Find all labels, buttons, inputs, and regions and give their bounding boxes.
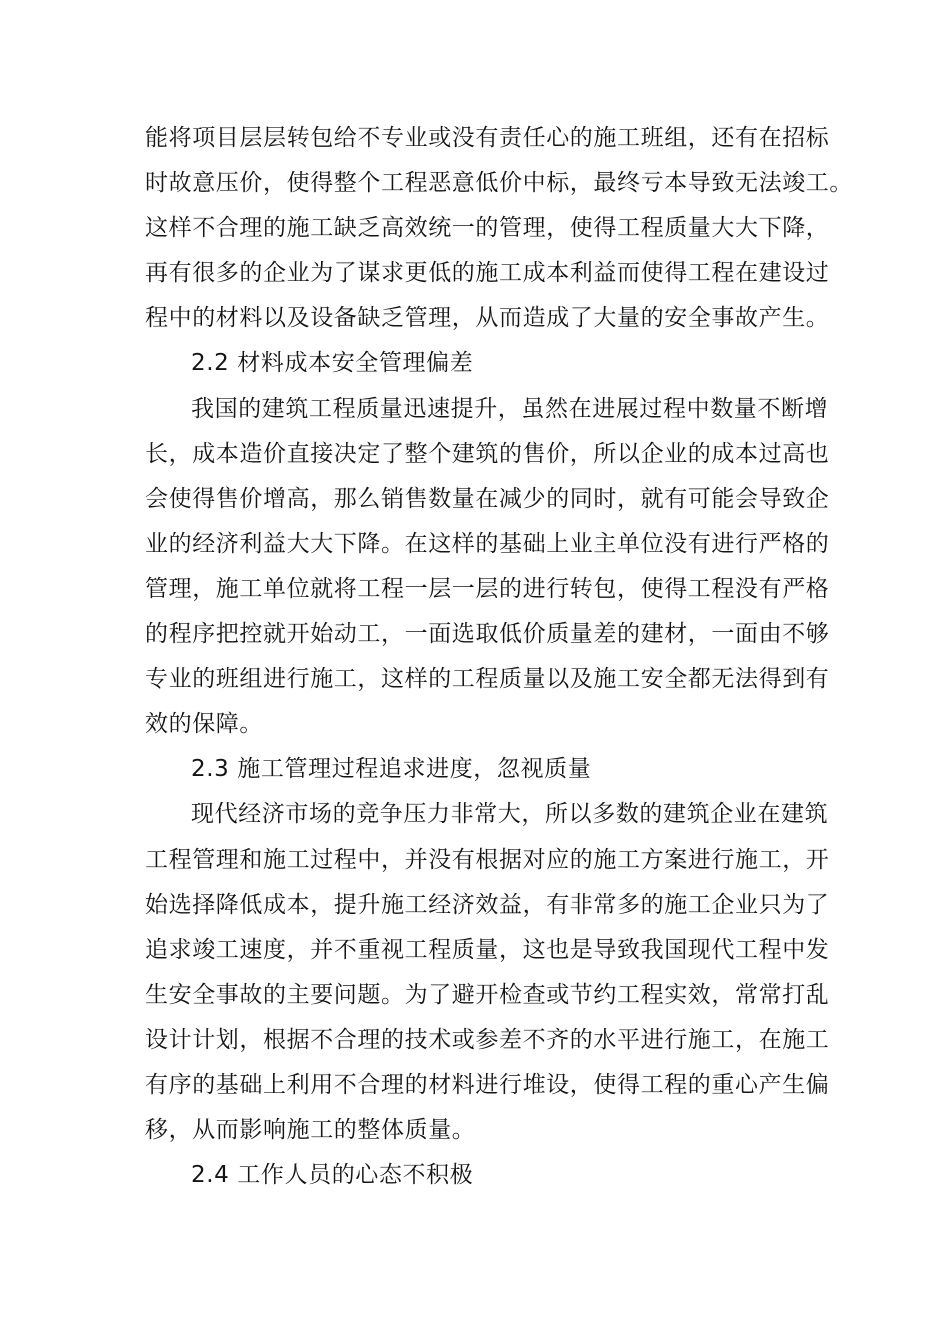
paragraph-line: 始选择降低成本，提升施工经济效益，有非常多的施工企业只为了 [145, 891, 830, 918]
paragraph-line: 管理，施工单位就将工程一层一层的进行转包，使得工程没有严格 [145, 575, 830, 602]
paragraph-line: 再有很多的企业为了谋求更低的施工成本利益而使得工程在建设过 [145, 260, 830, 287]
section-heading-2-3: 2.3 施工管理过程追求进度，忽视质量 [191, 756, 592, 783]
paragraph-line: 会使得售价增高，那么销售数量在减少的同时，就有可能会导致企 [145, 485, 830, 512]
section-heading-2-2: 2.2 材料成本安全管理偏差 [191, 350, 474, 377]
document-body [145, 116, 853, 1198]
section-heading-2-4: 2.4 工作人员的心态不积极 [191, 1162, 474, 1189]
paragraph-line: 生安全事故的主要问题。为了避开检查或节约工程实效，常常打乱 [145, 981, 830, 1008]
paragraph-line: 业的经济利益大大下降。在这样的基础上业主单位没有进行严格的 [145, 530, 830, 557]
paragraph-line: 能将项目层层转包给不专业或没有责任心的施工班组，还有在招标 [145, 125, 830, 151]
paragraph-line: 现代经济市场的竞争压力非常大，所以多数的建筑企业在建筑 [191, 801, 829, 828]
paragraph-line: 效的保障。 [145, 711, 263, 738]
paragraph-line: 长，成本造价直接决定了整个建筑的售价，所以企业的成本过高也 [145, 440, 830, 467]
paragraph-line: 时故意压价，使得整个工程恶意低价中标，最终亏本导致无法竣工。 [145, 170, 853, 197]
paragraph-line: 有序的基础上利用不合理的材料进行堆设，使得工程的重心产生偏 [145, 1071, 830, 1098]
paragraph-line: 设计计划，根据不合理的技术或参差不齐的水平进行施工，在施工 [145, 1026, 830, 1053]
paragraph-line: 移，从而影响施工的整体质量。 [145, 1117, 476, 1144]
paragraph-line: 追求竣工速度，并不重视工程质量，这也是导致我国现代工程中发 [145, 936, 830, 963]
paragraph-line: 我国的建筑工程质量迅速提升，虽然在进展过程中数量不断增 [191, 395, 829, 422]
paragraph-line: 这样不合理的施工缺乏高效统一的管理，使得工程质量大大下降， [145, 215, 830, 242]
paragraph-line: 的程序把控就开始动工，一面选取低价质量差的建材，一面由不够 [145, 621, 830, 648]
paragraph-line: 工程管理和施工过程中，并没有根据对应的施工方案进行施工，开 [145, 846, 830, 873]
paragraph-line: 专业的班组进行施工，这样的工程质量以及施工安全都无法得到有 [145, 666, 830, 693]
paragraph-line: 程中的材料以及设备缺乏管理，从而造成了大量的安全事故产生。 [145, 305, 830, 332]
